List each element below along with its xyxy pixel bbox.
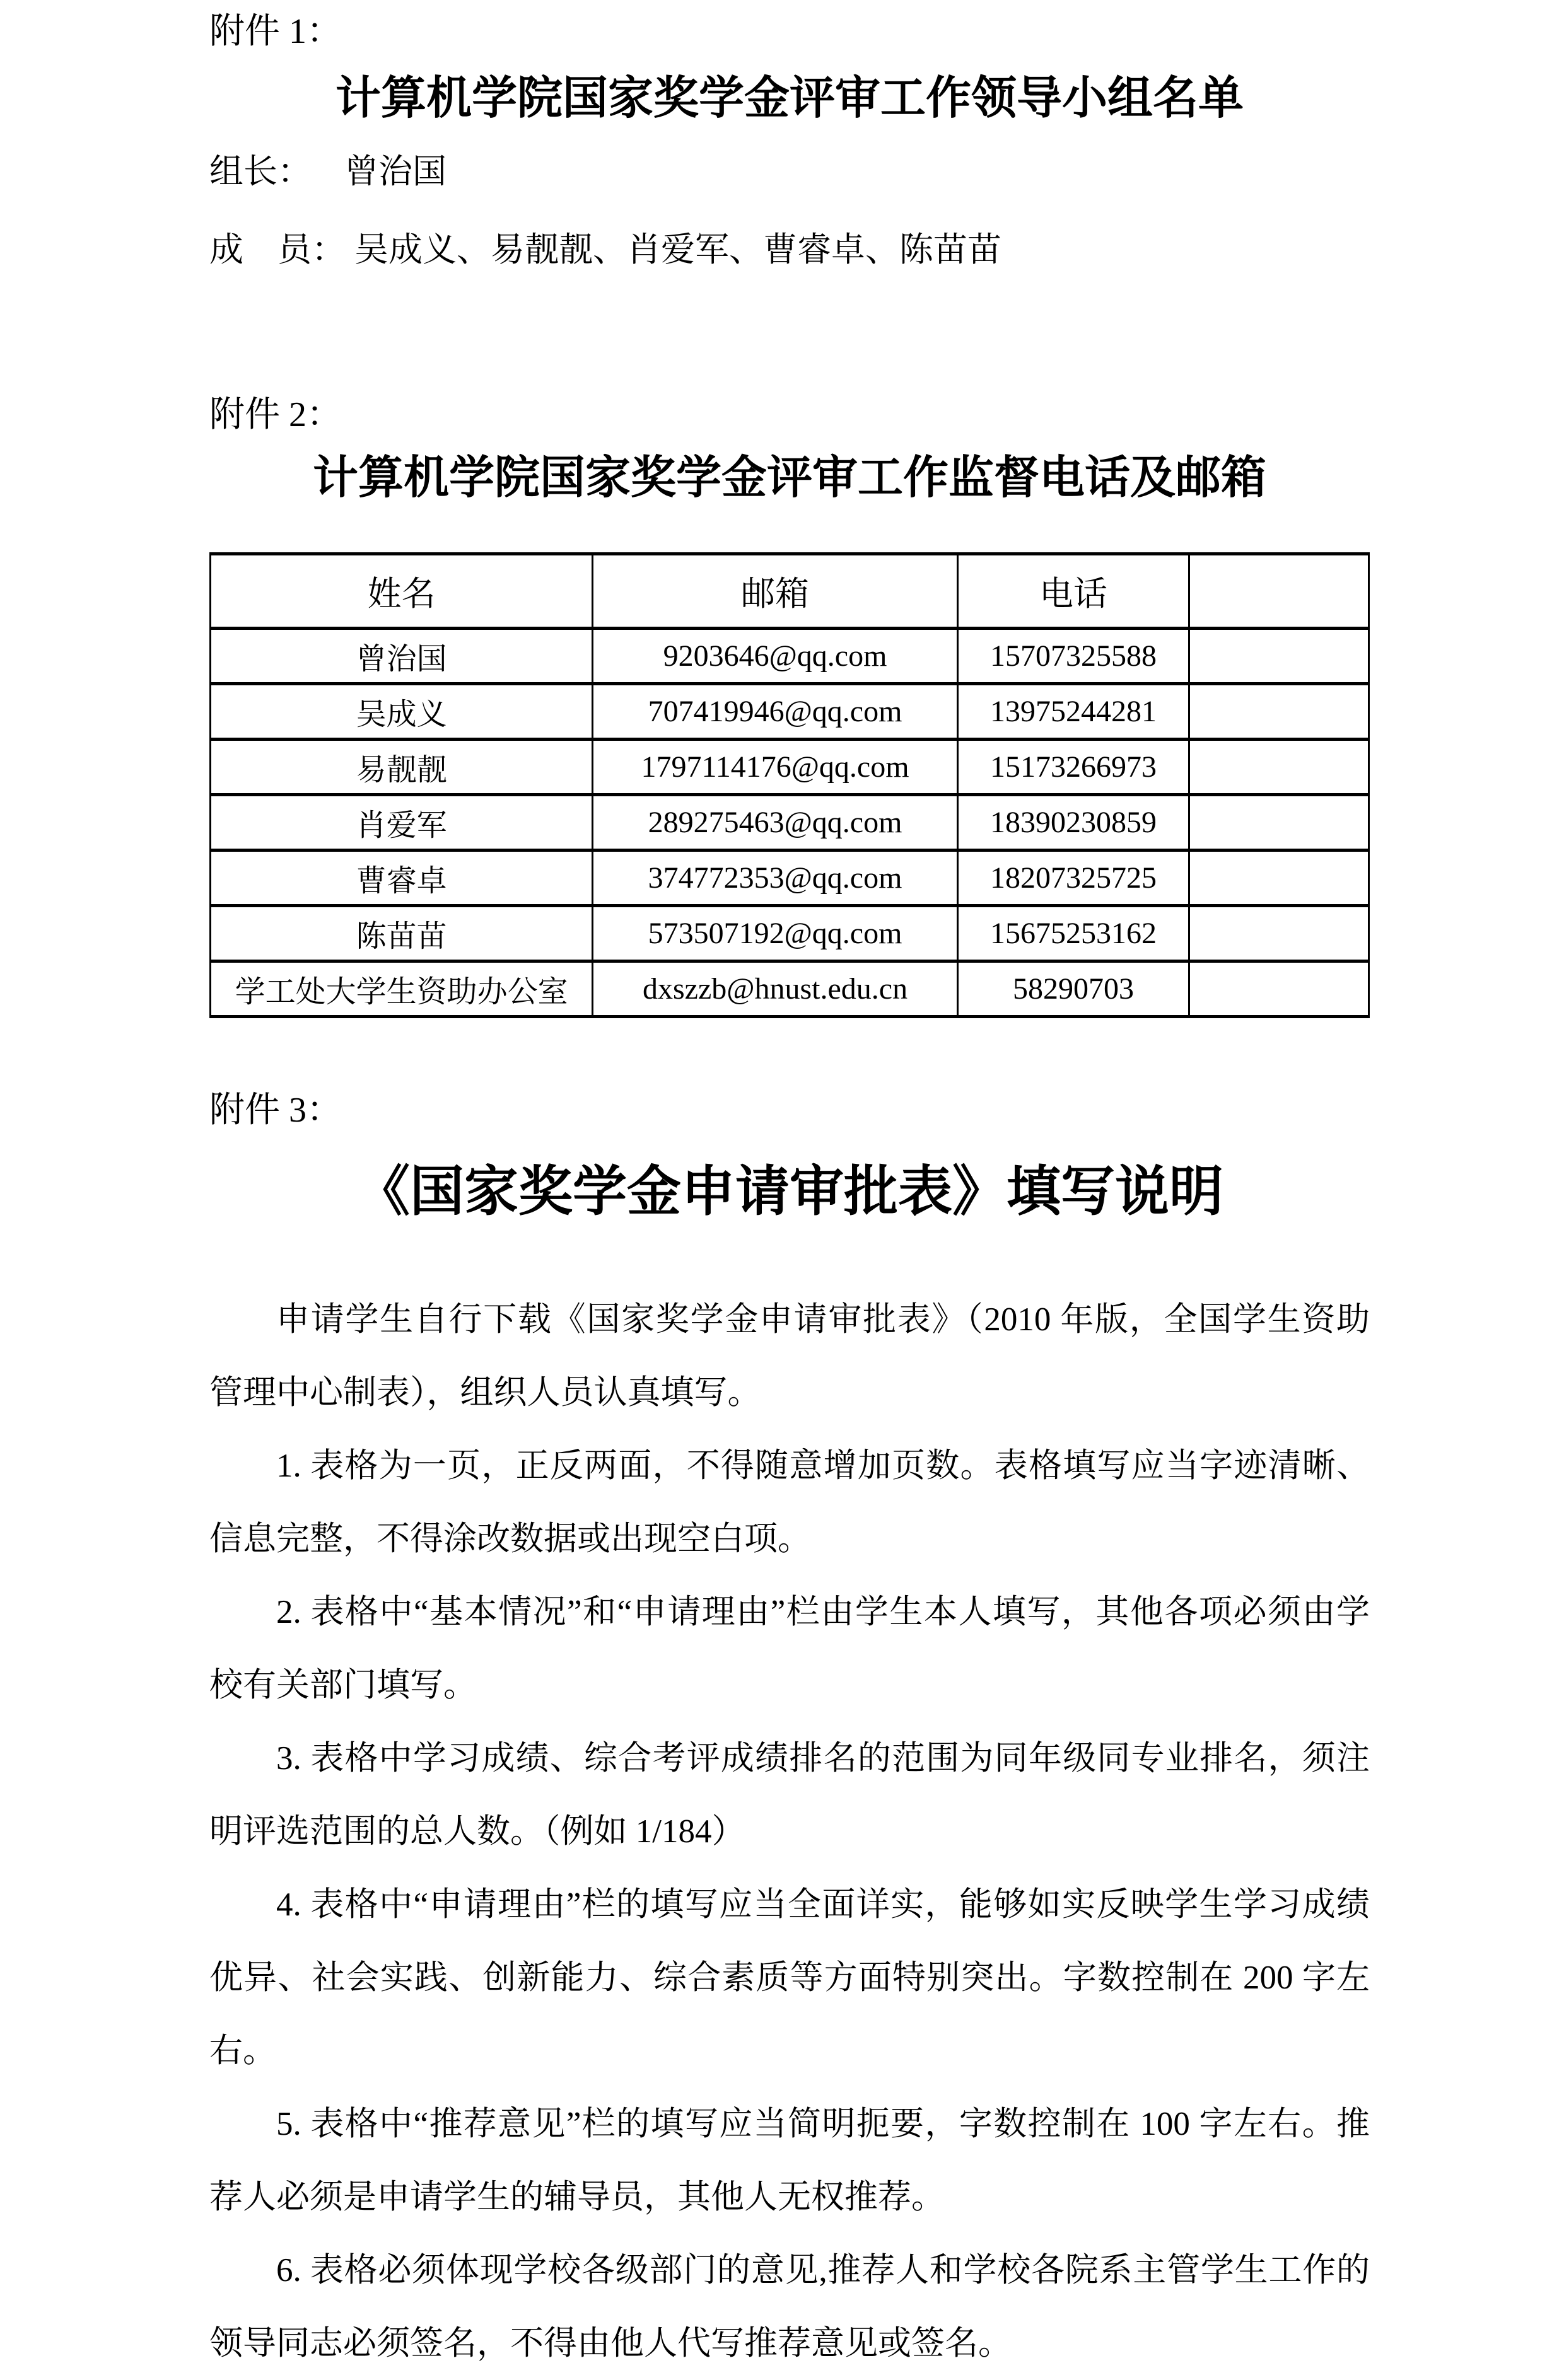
contact-phone: 18390230859 (957, 795, 1189, 850)
table-row (211, 906, 1369, 961)
instruction-paragraph-3: 3. 表格中学习成绩、综合考评成绩排名的范围为同年级同专业排名，须注明评选范围的总人数。（例如 1/184） (209, 1740, 1370, 1850)
attachment-2-title: 计算机学院国家奖学金评审工作监督电话及邮箱 (312, 453, 1266, 503)
empty-cell (1189, 850, 1369, 906)
contact-phone: 58290703 (957, 961, 1189, 1017)
contact-email: dxszzb@hnust.edu.cn (593, 961, 958, 1017)
empty-cell (1189, 629, 1369, 684)
attachment-3-label: 附件 3： (209, 1091, 342, 1130)
contact-name: 陈苗苗 (211, 906, 593, 961)
contact-phone: 15675253162 (957, 906, 1189, 961)
contact-email: 573507192@qq.com (593, 906, 958, 961)
instruction-paragraph-4: 4. 表格中“申请理由”栏的填写应当全面详实，能够如实反映学生学习成绩优异、社会实践、创新能力、综合素质等方面特别突出。字数控制在 200 字左右。 (209, 1886, 1370, 2069)
instructions-body (209, 1283, 1370, 2380)
table-row (211, 740, 1369, 795)
empty-cell (1189, 906, 1369, 961)
empty-cell (1189, 961, 1369, 1017)
attachment-1-title: 计算机学院国家奖学金评审工作领导小组名单 (335, 73, 1244, 124)
attachment-3-section (209, 1089, 1370, 2380)
attachment-1-section (209, 10, 1370, 272)
attachment-2-label: 附件 2： (209, 395, 342, 434)
contact-email: 289275463@qq.com (593, 795, 958, 850)
members-names: 吴成义、易靓靓、肖爱军、曹睿卓、陈苗苗 (354, 231, 1001, 269)
instruction-paragraph-1: 1. 表格为一页，正反两面，不得随意增加页数。表格填写应当字迹清晰、信息完整，不得涂改数据或出现空白项。 (209, 1448, 1370, 1557)
col-header-extra (1189, 554, 1369, 629)
contact-email: 374772353@qq.com (593, 850, 958, 906)
contact-name: 肖爱军 (211, 795, 593, 850)
col-header-name: 姓名 (211, 554, 593, 629)
contact-phone: 18207325725 (957, 850, 1189, 906)
leader-label: 组长： (209, 153, 312, 190)
instruction-paragraph-6: 6. 表格必须体现学校各级部门的意见,推荐人和学校各院系主管学生工作的领导同志必须签名，不得由他人代写推荐意见或签名。 (209, 2252, 1370, 2362)
contact-name: 曾治国 (211, 629, 593, 684)
table-row (211, 961, 1369, 1017)
contact-phone: 15707325588 (957, 629, 1189, 684)
instruction-paragraph-2: 2. 表格中“基本情况”和“申请理由”栏由学生本人填写，其他各项必须由学校有关部门填写。 (209, 1594, 1370, 1704)
col-header-phone: 电话 (957, 554, 1189, 629)
contact-table (209, 552, 1370, 1018)
attachment-3-title: 《国家奖学金申请审批表》填写说明 (356, 1161, 1223, 1222)
empty-cell (1189, 795, 1369, 850)
attachment-2-section (209, 393, 1370, 1018)
contact-name: 学工处大学生资助办公室 (211, 961, 593, 1017)
attachment-1-label: 附件 1： (209, 12, 342, 51)
instruction-paragraph-0: 申请学生自行下载《国家奖学金申请审批表》（2010 年版，全国学生资助管理中心制表），组织人员认真填写。 (209, 1301, 1370, 1411)
contact-email: 707419946@qq.com (593, 684, 958, 740)
table-row (211, 850, 1369, 906)
contact-email: 9203646@qq.com (593, 629, 958, 684)
contact-email: 1797114176@qq.com (593, 740, 958, 795)
table-row (211, 795, 1369, 850)
contact-name: 易靓靓 (211, 740, 593, 795)
members-row (209, 227, 1370, 272)
leader-row (209, 149, 1370, 194)
contact-name: 曹睿卓 (211, 850, 593, 906)
contact-phone: 15173266973 (957, 740, 1189, 795)
table-row (211, 629, 1369, 684)
empty-cell (1189, 684, 1369, 740)
contact-name: 吴成义 (211, 684, 593, 740)
col-header-email: 邮箱 (593, 554, 958, 629)
contact-phone: 13975244281 (957, 684, 1189, 740)
leader-name: 曾治国 (344, 153, 446, 190)
empty-cell (1189, 740, 1369, 795)
instruction-paragraph-5: 5. 表格中“推荐意见”栏的填写应当简明扼要，字数控制在 100 字左右。推荐人必须是申请学生的辅导员，其他人无权推荐。 (209, 2106, 1370, 2215)
table-header-row (211, 554, 1369, 629)
table-row (211, 684, 1369, 740)
members-label: 成 员： (209, 231, 346, 269)
